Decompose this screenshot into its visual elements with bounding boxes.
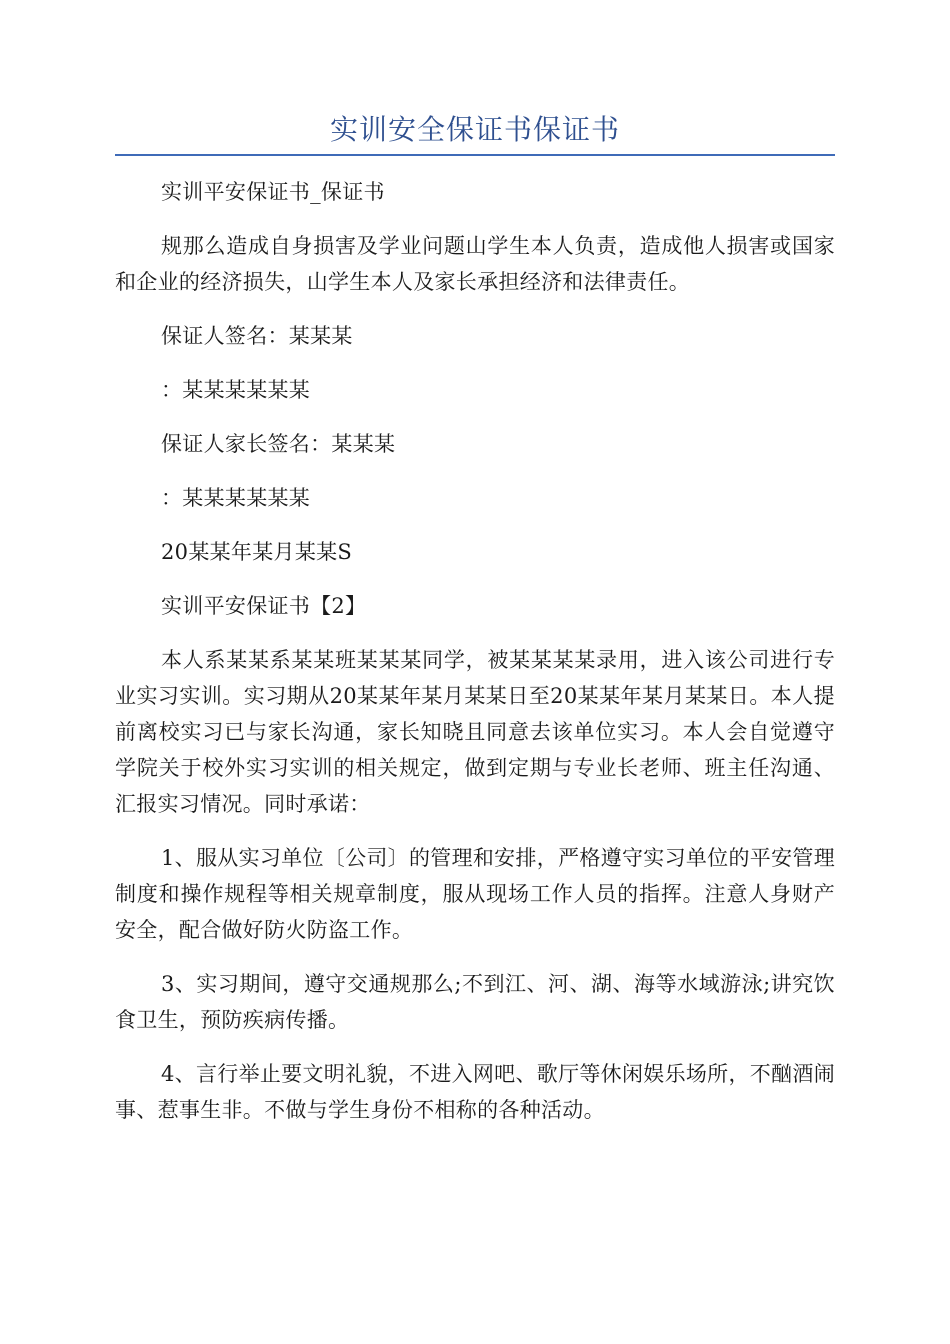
document-body: [115, 174, 835, 1146]
paragraph-date: 20某某年某月某某S: [161, 540, 353, 564]
paragraph-parent-detail: ：某某某某某某: [161, 486, 311, 510]
paragraph-item-3: 3、实习期间，遵守交通规那么;不到江、河、湖、海等水域游泳;讲究饮食卫生，预防疾病传播。: [115, 972, 835, 1032]
paragraph-signer-detail: ：某某某某某某: [161, 378, 311, 402]
paragraph-signer-signature: 保证人签名：某某某: [161, 324, 353, 348]
paragraph-parent-signature: 保证人家长签名：某某某: [161, 432, 396, 456]
paragraph-statement: 本人系某某系某某班某某某同学，被某某某某录用，进入该公司进行专业实习实训。实习期从20某某年某月某某日至20某某年某月某某日。本人提前离校实习已与家长沟通，家长知晓且同意去该单位实习。本人会自觉遵守学院关于校外实习实训的相关规定，做到定期与专业长老师、班主任沟通、汇报实习情况。同时承诺：: [115, 648, 835, 816]
paragraph-item-1: 1、服从实习单位〔公司〕的管理和安排，严格遵守实习单位的平安管理制度和操作规程等相关规章制度，服从现场工作人员的指挥。注意人身财产安全，配合做好防火防盗工作。: [115, 846, 835, 942]
paragraph-liability: 规那么造成自身损害及学业问题山学生本人负责，造成他人损害或国家和企业的经济损失，山学生本人及家长承担经济和法律责任。: [115, 234, 835, 294]
title-underline: [115, 154, 835, 156]
paragraph-item-4: 4、言行举止要文明礼貌，不进入网吧、歌厅等休闲娱乐场所，不酗酒闹事、惹事生非。不做与学生身份不相称的各种活动。: [115, 1062, 835, 1122]
document-title: 实训安全保证书保证书: [329, 113, 620, 146]
paragraph-section-heading: 实训平安保证书【2】: [161, 594, 367, 618]
paragraph-subtitle: 实训平安保证书_保证书: [161, 180, 385, 204]
